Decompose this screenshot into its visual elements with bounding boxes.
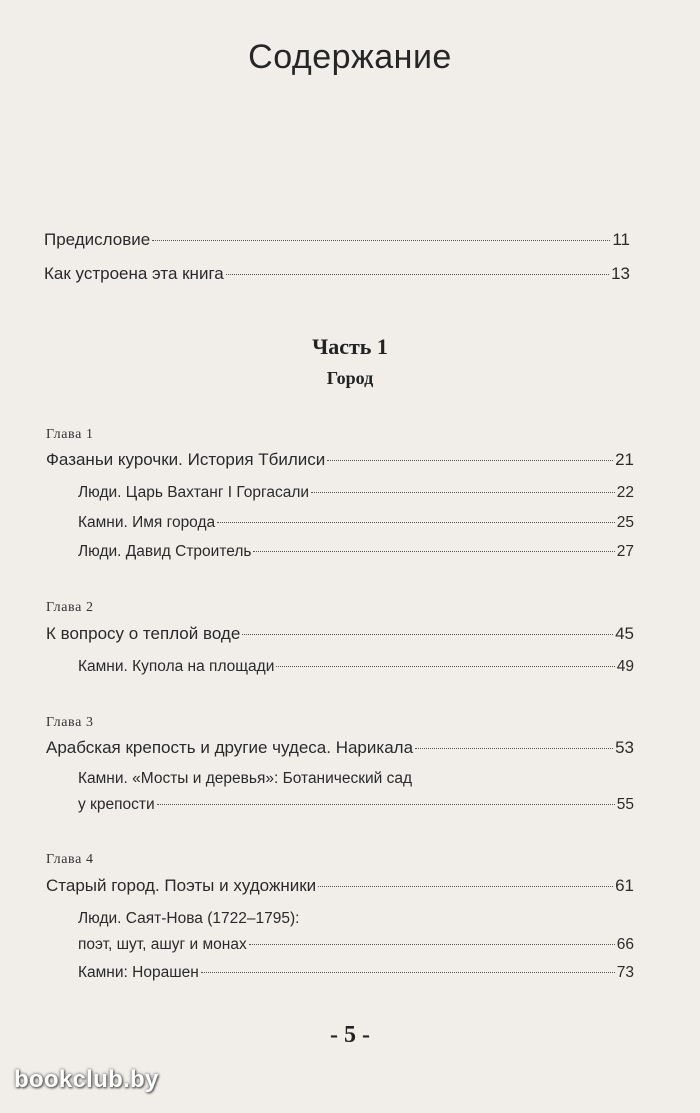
entry-text: К вопросу о теплой воде <box>46 624 241 643</box>
toc-entry-how-book-works <box>44 264 630 284</box>
entry-page: 53 <box>615 738 634 757</box>
entry-text: Люди. Давид Строитель <box>78 543 252 560</box>
toc-entry-chapter <box>46 738 634 758</box>
page-title: Содержание <box>248 38 452 76</box>
entry-page: 22 <box>616 484 634 501</box>
entry-page: 49 <box>616 658 634 675</box>
chapter-label: Глава 1 <box>46 427 94 442</box>
toc-entry-section-line1: Люди. Саят-Нова (1722–1795): <box>78 910 300 927</box>
entry-page: 27 <box>616 543 634 560</box>
dot-leader <box>415 748 613 749</box>
watermark: bookclub.by <box>14 1066 159 1093</box>
toc-entry-section <box>78 658 634 676</box>
entry-text: Камни. Имя города <box>78 514 216 531</box>
entry-page: 73 <box>616 964 634 981</box>
entry-text: Старый город. Поэты и художники <box>46 876 317 895</box>
entry-text: Арабская крепость и другие чудеса. Нарикала <box>46 738 414 757</box>
dot-leader <box>311 492 615 493</box>
entry-page: 13 <box>611 264 630 283</box>
page-number: - 5 - <box>330 1022 370 1048</box>
entry-page: 25 <box>616 514 634 531</box>
toc-entry-chapter <box>46 450 634 470</box>
toc-entry-chapter <box>46 624 634 644</box>
dot-leader <box>157 804 615 805</box>
entry-text: Камни: Норашен <box>78 964 199 981</box>
toc-entry-chapter <box>46 876 634 896</box>
dot-leader <box>242 634 613 635</box>
dot-leader <box>327 460 613 461</box>
toc-entry-section <box>78 484 634 502</box>
dot-leader <box>201 972 615 973</box>
entry-text: у крепости <box>78 796 155 813</box>
toc-entry-preface <box>44 230 630 250</box>
entry-page: 11 <box>612 230 630 249</box>
chapter-label: Глава 2 <box>46 600 94 615</box>
dot-leader <box>217 522 615 523</box>
dot-leader <box>249 944 615 945</box>
entry-text: Фазаньи курочки. История Тбилиси <box>46 450 326 469</box>
entry-text: поэт, шут, ашуг и монах <box>78 936 247 953</box>
entry-page: 55 <box>616 796 634 813</box>
part-title: Часть 1 <box>312 334 388 359</box>
entry-text: Как устроена эта книга <box>44 264 224 283</box>
chapter-label: Глава 4 <box>46 852 94 867</box>
entry-text: Люди. Царь Вахтанг I Горгасали <box>78 484 310 501</box>
toc-entry-section <box>78 543 634 561</box>
entry-page: 45 <box>615 624 634 643</box>
entry-page: 66 <box>616 936 634 953</box>
toc-entry-section <box>78 514 634 532</box>
dot-leader <box>276 666 614 667</box>
toc-entry-section <box>78 796 634 814</box>
dot-leader <box>152 240 610 241</box>
entry-text: Предисловие <box>44 230 151 249</box>
part-subtitle: Город <box>326 368 374 388</box>
entry-page: 21 <box>615 450 634 469</box>
toc-entry-section-line1: Камни. «Мосты и деревья»: Ботанический сад <box>78 770 413 787</box>
chapter-label: Глава 3 <box>46 715 94 730</box>
toc-entry-section <box>78 964 634 982</box>
dot-leader <box>318 886 613 887</box>
entry-page: 61 <box>615 876 634 895</box>
toc-entry-section <box>78 936 634 954</box>
dot-leader <box>253 551 614 552</box>
entry-text: Камни. Купола на площади <box>78 658 275 675</box>
dot-leader <box>226 274 609 275</box>
